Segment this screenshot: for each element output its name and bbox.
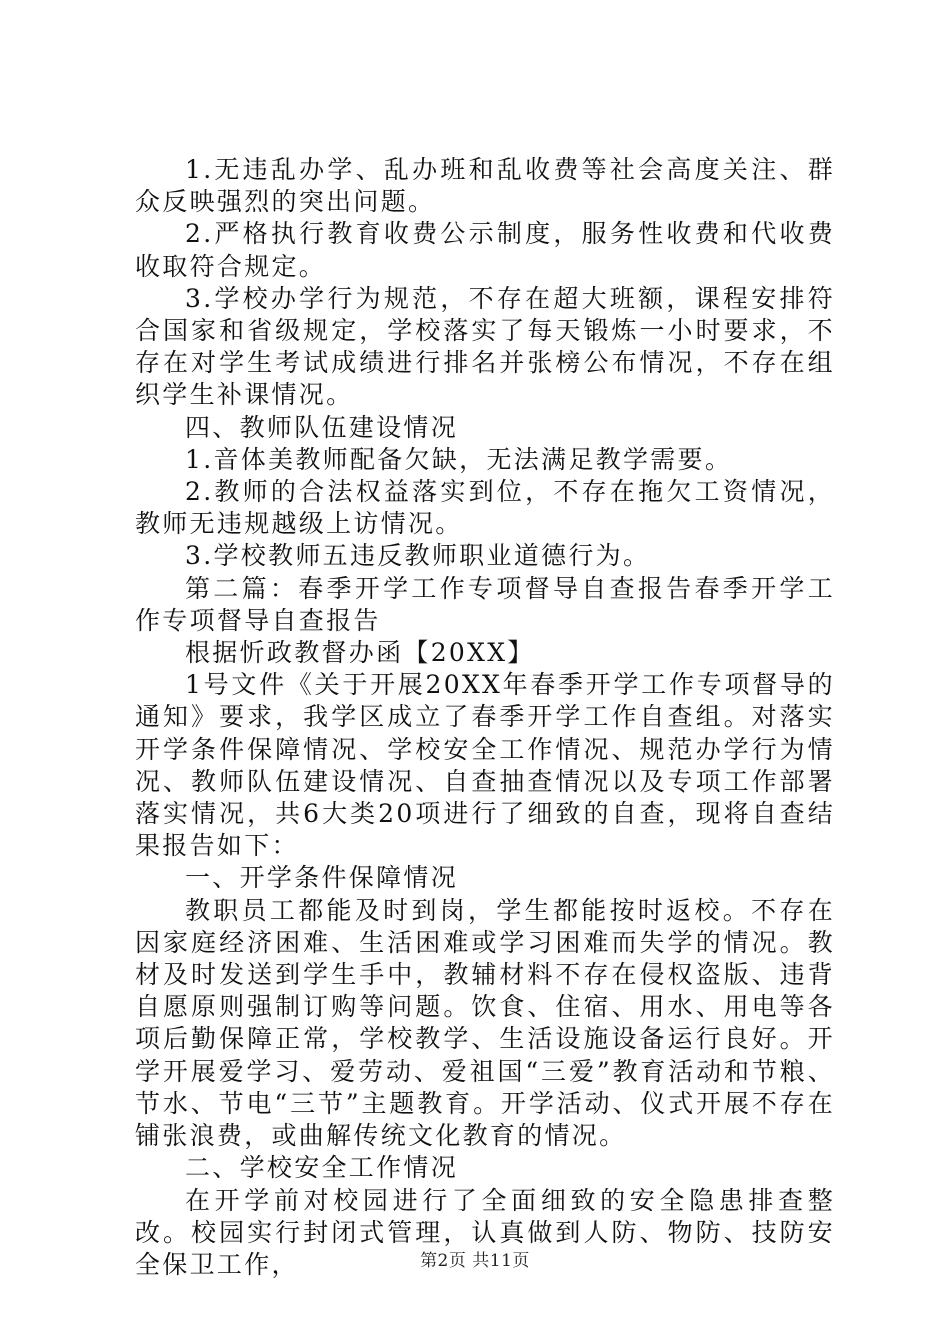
paragraph: 3.学校教师五违反教师职业道德行为。 [185,541,651,571]
paragraph: 教职员工都能及时到岗，学生都能按时返校。不存在因家庭经济困难、生活困难或学习困难而失学的情况。教材及时发送到学生手中，教辅材料不存在侵权盗版、违背自愿原则强制订购等问题。饮食、住宿、用水、用电等各项后勤保障正常，学校教学、生活设施设备运行良好。开学开展爱学习、爱劳动、爱祖国“三爱”教育活动和节粮、节水、节电“三节”主题教育。开学活动、仪式开展不存在铺张浪费，或曲解传统文化教育的情况。 [135,895,835,1151]
section-heading: 一、开学条件保障情况 [185,863,459,893]
paragraph: 1号文件《关于开展20XX年春季开学工作专项督导的通知》要求，我学区成立了春季开学工作自查组。对落实开学条件保障情况、学校安全工作情况、规范办学行为情况、教师队伍建设情况、自查抽查情况以及专项工作部署落实情况，共6大类20项进行了细致的自查，现将自查结果报告如下： [135,670,835,861]
paragraph: 在开学前对校园进行了全面细致的安全隐患排查整改。校园实行封闭式管理，认真做到人防、物防、技防安全保卫工作， [135,1185,835,1279]
section-heading: 二、学校安全工作情况 [185,1153,459,1183]
paragraph: 1.音体美教师配备欠缺，无法满足教学需要。 [185,444,733,474]
page-number-footer: 第2页 共11页 [420,1251,530,1271]
paragraph: 2.教师的合法权益落实到位，不存在拖欠工资情况，教师无违规越级上访情况。 [135,477,835,539]
document-body [135,154,835,1281]
paragraph: 根据忻政教督办函【20XX】 [185,638,535,668]
paragraph: 2.严格执行教育收费公示制度，服务性收费和代收费收取符合规定。 [135,219,835,281]
chapter-heading: 第二篇：春季开学工作专项督导自查报告春季开学工作专项督导自查报告 [135,573,835,635]
paragraph: 3.学校办学行为规范，不存在超大班额，课程安排符合国家和省级规定，学校落实了每天锻炼一小时要求，不存在对学生考试成绩进行排名并张榜公布情况，不存在组织学生补课情况。 [135,283,835,410]
section-heading: 四、教师队伍建设情况 [185,412,459,442]
paragraph: 1.无违乱办学、乱办班和乱收费等社会高度关注、群众反映强烈的突出问题。 [135,155,835,217]
